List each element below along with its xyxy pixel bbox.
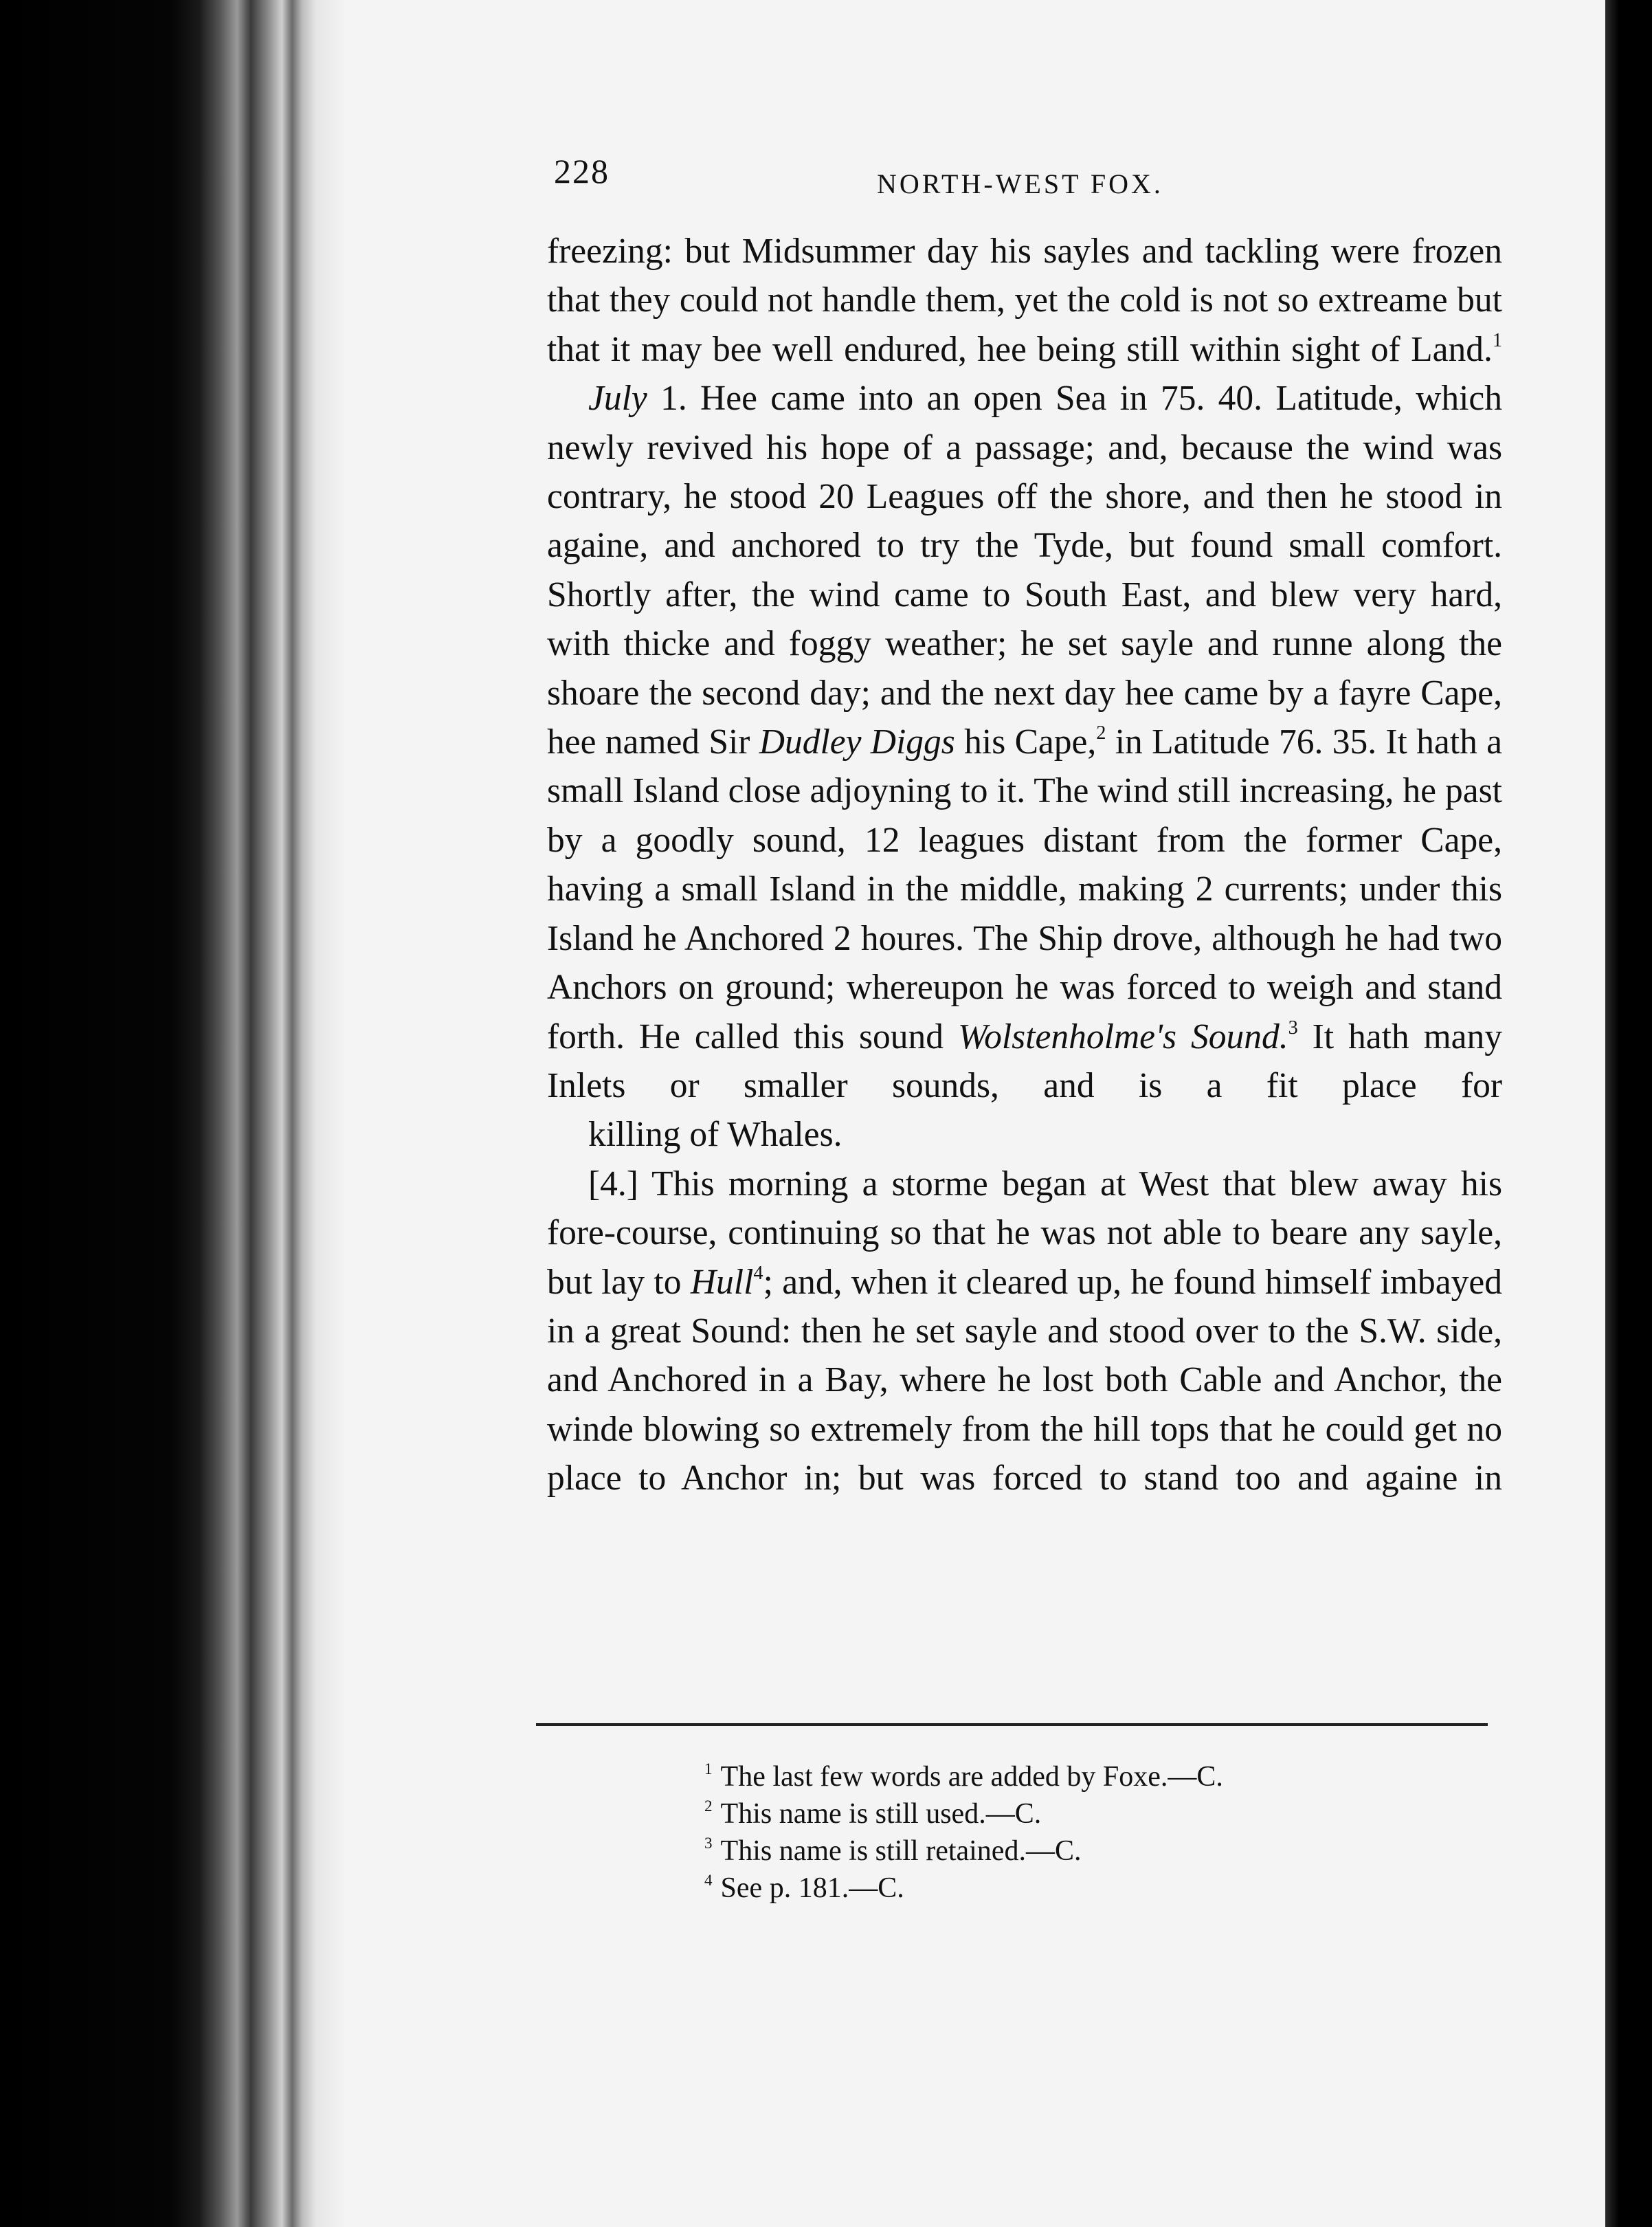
footnote-rule xyxy=(536,1723,1488,1726)
footnote-text: See p. 181.—C. xyxy=(720,1872,904,1904)
footnote-mark: 3 xyxy=(704,1833,713,1852)
paragraph-2-text-c: in Latitude 76. 35. It hath a small Island close adjoyning to it. The wind still increasing, he past by a goodly sound, 12 leagues distant from the former Cape, having a small Island in the middle, making 2 currents; under this Island he Anchored 2 houres. The Ship drove, although he had two Anchors on ground; whereupon he was forced to weigh and stand forth. He called this sound xyxy=(547,722,1502,1056)
paragraph-3-text-b: ; and, when it cleared up, he found himself imbayed in a great Sound: then he set sayle and stood over to the S.W. side, and Anchored in a Bay, where he lost both Cable and Anchor, the winde blowing so extremely from the hill tops that he could get no place to Anchor in; but was forced to stand too and againe in xyxy=(547,1262,1502,1498)
footnote-ref-1: 1 xyxy=(1492,329,1502,351)
paragraph-3 xyxy=(547,1160,1502,1503)
paragraph-2 xyxy=(547,374,1502,1160)
page-header xyxy=(554,151,1509,206)
word-hull: Hull xyxy=(690,1262,754,1302)
page-number: 228 xyxy=(554,152,610,190)
paragraph-2-text-a: 1. Hee came into an open Sea in 75. 40. Latitude, which newly revived his hope of a passage; and, because the wind was contrary, he stood 20 Leagues off the shore, and then he stood in againe, and anchored to try the Tyde, but found small comfort. Shortly after, the wind came to South East, and blew very hard, with thicke and foggy weather; he set sayle and runne along the shoare the second day; and the next day hee came by a fayre Cape, hee named Sir xyxy=(547,379,1502,762)
paragraph-2-text-d: It hath many Inlets or smaller sounds, and is a fit place for xyxy=(547,1017,1502,1105)
footnote-ref-2: 2 xyxy=(1096,722,1106,744)
footnotes xyxy=(704,1758,1460,1907)
name-dudley-diggs: Dudley Diggs xyxy=(759,722,955,762)
footnote-text: This name is still retained.—C. xyxy=(720,1835,1082,1867)
paragraph-1-text: freezing: but Midsummer day his sayles and tackling were frozen that they could not handle them, yet the cold is not so extreame but that it may bee well endured, hee being still within sight of Land. xyxy=(547,232,1502,369)
date-july: July xyxy=(588,379,647,419)
running-title: NORTH-WEST FOX. xyxy=(877,168,1163,199)
footnote-text: This name is still used.—C. xyxy=(720,1798,1042,1830)
body-text xyxy=(547,227,1502,1503)
book-binding-edge xyxy=(0,0,344,2227)
footnote-mark: 4 xyxy=(704,1870,713,1889)
footnote-1 xyxy=(704,1758,1460,1795)
paragraph-2-last-line: killing of Whales. xyxy=(588,1115,842,1155)
footnote-mark: 1 xyxy=(704,1759,713,1777)
footnote-2 xyxy=(704,1795,1460,1832)
footnote-ref-3: 3 xyxy=(1288,1017,1298,1039)
facing-page-edge xyxy=(1605,0,1652,2227)
footnote-ref-4: 4 xyxy=(753,1262,763,1284)
paragraph-3-text-a: [4.] This morning a storme began at West that blew away his fore-course, continuing so that he was not able to beare any sayle, but lay to xyxy=(547,1164,1502,1302)
name-wolstenholmes-sound: Wolstenholme's Sound. xyxy=(957,1017,1288,1056)
footnote-4 xyxy=(704,1870,1460,1907)
footnote-text: The last few words are added by Foxe.—C. xyxy=(720,1761,1223,1793)
paragraph-1 xyxy=(547,227,1502,374)
footnote-3 xyxy=(704,1832,1460,1870)
footnote-mark: 2 xyxy=(704,1796,713,1815)
paragraph-2-text-b: his Cape, xyxy=(955,722,1097,762)
